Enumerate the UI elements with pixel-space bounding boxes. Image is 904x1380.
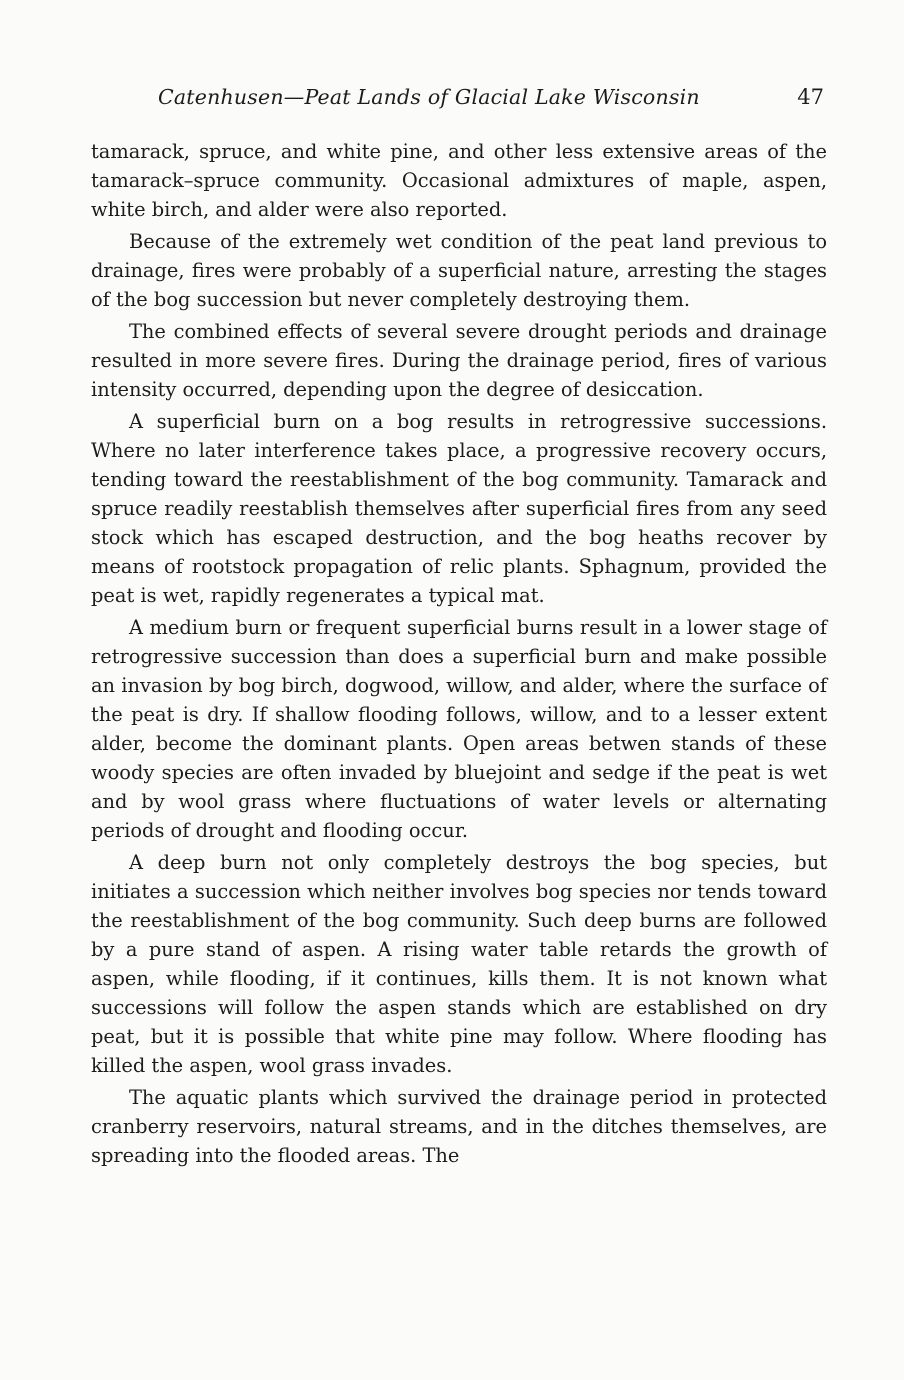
- paragraph-drought-drainage: The combined effects of several severe drought periods and drainage resulted in more severe fires. During the drainage period, fires of various intensity occurred, depending upon the degree of desiccation.: [91, 320, 827, 401]
- running-head: [92, 82, 828, 112]
- paragraph-deep-burn: A deep burn not only completely destroys the bog species, but initiates a succession which neither involves bog species nor tends toward the reestablishment of the bog community. Such deep burns are followed by a pure stand of aspen. A rising water table retards the growth of aspen, while flooding, if it continues, kills them. It is not known what successions will follow the aspen stands which are established on dry peat, but it is possible that white pine may follow. Where flooding has killed the aspen, wool grass invades.: [91, 851, 827, 1077]
- paragraph-fire-nature: Because of the extremely wet condition of the peat land previous to drainage, fires were probably of a superficial nature, arresting the stages of the bog succession but never completely destroying them.: [91, 230, 827, 311]
- paragraph-continued: tamarack, spruce, and white pine, and other less extensive areas of the tamarack–spruce community. Occasional admixtures of maple, aspen, white birch, and alder were also reported.: [91, 140, 827, 221]
- paragraph-medium-burn: A medium burn or frequent superficial burns result in a lower stage of retrogressive succession than does a superficial burn and make possible an invasion by bog birch, dogwood, willow, and alder, where the surface of the peat is dry. If shallow flooding follows, willow, and to a lesser extent alder, become the dominant plants. Open areas betwen stands of these woody species are often invaded by bluejoint and sedge if the peat is wet and by wool grass where fluctuations of water levels or alternating periods of drought and flooding occur.: [91, 616, 827, 842]
- page-number: 47: [797, 85, 824, 109]
- paragraph-aquatic-plants: The aquatic plants which survived the drainage period in protected cranberry reservoirs, natural streams, and in the ditches themselves, are spreading into the flooded areas. The: [91, 1086, 827, 1167]
- body-text: [91, 137, 827, 1170]
- paragraph-superficial-burn: A superficial burn on a bog results in retrogressive successions. Where no later interference takes place, a progressive recovery occurs, tending toward the reestablishment of the bog community. Tamarack and spruce readily reestablish themselves after superficial fires from any seed stock which has escaped destruction, and the bog heaths recover by means of rootstock propagation of relic plants. Sphagnum, provided the peat is wet, rapidly regenerates a typical mat.: [91, 410, 827, 607]
- running-title: Catenhusen—Peat Lands of Glacial Lake Wisconsin: [158, 85, 700, 109]
